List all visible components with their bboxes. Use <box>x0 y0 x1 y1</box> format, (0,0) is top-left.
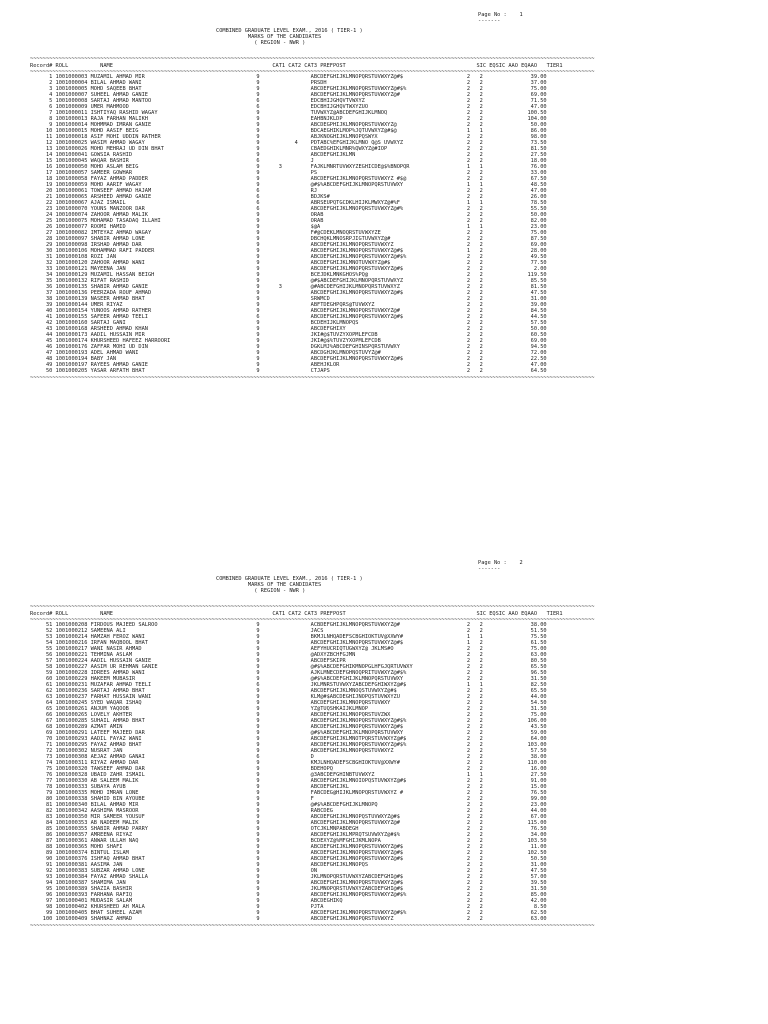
page-number-underline: ------- <box>478 18 501 24</box>
report-title: COMBINED GRADUATE LEVEL EXAM., 2016 ( TIER-1 ) MARKS OF THE CANDIDATES ( REGION - NWR ) <box>216 28 363 46</box>
header-rule: ~~~~~~~~~~~~~~~~~~~~~~~~~~~~~~~~~~~~~~~~~~~~~~~~~~~~~~~~~~~~~~~~~~~~~~~~~~~~~~~~~~~~~~~~~~~~~~~~~~~~~~~~~~~~~~~~~~~~~~~~~~~~~~~~~~~~~~~~~~~~~~~~~~~~~~~~~~~~~~~~~~~~~~~~~~~~~~~~~ <box>30 69 595 75</box>
report-title: COMBINED GRADUATE LEVEL EXAM., 2016 ( TIER-1 ) MARKS OF THE CANDIDATES ( REGION - NWR ) <box>216 576 363 594</box>
top-rule: ~~~~~~~~~~~~~~~~~~~~~~~~~~~~~~~~~~~~~~~~~~~~~~~~~~~~~~~~~~~~~~~~~~~~~~~~~~~~~~~~~~~~~~~~~~~~~~~~~~~~~~~~~~~~~~~~~~~~~~~~~~~~~~~~~~~~~~~~~~~~~~~~~~~~~~~~~~~~~~~~~~~~~~~~~~~~~~~~~ <box>30 56 595 62</box>
top-rule: ~~~~~~~~~~~~~~~~~~~~~~~~~~~~~~~~~~~~~~~~~~~~~~~~~~~~~~~~~~~~~~~~~~~~~~~~~~~~~~~~~~~~~~~~~~~~~~~~~~~~~~~~~~~~~~~~~~~~~~~~~~~~~~~~~~~~~~~~~~~~~~~~~~~~~~~~~~~~~~~~~~~~~~~~~~~~~~~~~ <box>30 604 595 610</box>
table-rows: 1 1001000003 MUZAMIL AHMAD MIR 9 ABCDEFGHIJKLMNOPQRSTUVWXYZ@#$ 2 2 39.00 2 1001000004 BILAL AHMAD WANI 9 PRSDH 2 2 37.00 3 1001000005 MOHD SAQEEB BHAT 9 ABCDEFGHIJKLMNOPQRSTUVWXYZ@#$% 2 2 75.00 4 1001000007 SUHEEL AHMAD GANIE 9 ABCDEFGHIJKLMNOPQRSTUVWXYZ@# 2 2 69.00 5 1001000008 SARTAJ AHMAD MANTOO 6 EDCBHIJGHQVTVWXYZ 2 2 71.50 6 1001000009 UMER MAHMOOD 6 EDCBHIJGHQVTWXYZUO 2 2 47.00 7 1001000011 ISHTIYAQ RASHID WAGAY 9 TUVWXYZ@ABCDEFGHIJKLMNOQ 2 2 100.50 8 1001000013 RAJA FARHAN MALIKH 9 EAHBNJKLDP 2 2 104.00 9 1001000014 MOHMMAD IMRAN GANIE 9 ABCDEGPHIJKLMNOPQRSTUVWXYZ@ 2 2 50.00 10 1001000015 MOHD AASIF BEIG 9 BDCAEGHIKLMOP%JQTUVWXYZ@#$@ 1 1 86.00 11 1001000018 ASIF MOHI UDDIN RATHER 9 ABJKNOGHIJKLMNOPQSWYX 2 2 98.00 12 1001000025 WASIM AHMAD WAGAY 9 4 PDTABC%EFGHIJKLMNO Q@S UVWXYZ 2 2 73.50 13 1001000026 MOHD MEHRAJ UD DIN BHAT 9 CBAEDGHIKLMNR%QWXYZ@#IOP 2 2 81.50 14 1001000041 GOWSIA RASHID 9 ABCDEFGHIJKLMN 2 2 27.50 15 1001000045 WAQAR BASHIR 6 J 2 2 18.00 16 1001000050 MOHD ASLAM BEIG 9 3 FAJKLMNRTUVWXYZEGHICDE@$%BNOPQR 1 1 76.00 17 1001000057 SAMEER GOWHAR 9 PS 2 2 33.00 18 1001000058 FAYAZ AHMAD PADDER 9 ABCDEFGHIJKLMNOPQRSTUVWXYZ #$@ 2 2 67.50 19 1001000059 MOHD AARIF WAGAY 9 @#$%ABCDEFGHIJKLMNOPQRSTUVWXY 1 1 48.50 20 1001000061 TOWSEEF AHMAD HAJAM 6 RJ 2 2 47.00 21 1001000065 ARSHEED AHMAD GANIE 6 BDJKS# 2 2 26.00 22 1001000067 AJAZ ISMAIL 6 ABRSEUPQTGCDKLHIJKLMWXYZ@#%F 1 1 78.50 23 1001000070 YOUNS MANZOOR DAR 6 ABCDEFGHIJKLMNOPQRSTUVWXYZ@#% 2 2 55.50 24 1001000074 ZAHOOR AHMAD MALIK 9 ORAB 2 2 50.00 25 1001000075 MOHAMAD TASADAQ ILLAHI 9 ORAB 2 2 82.00 26 1001000077 ROOMI HAMID 9 $@A 1 1 23.00 27 1001000082 IMTEYAZ AHMAD WAGAY 9 F#@CDEKLMNOQRSTUVWXYZE 2 2 75.00 28 1001000097 SHABIR AHMAD LONE 9 DBCHQKLMNOSRPJIGTUVWXYZ@# 2 2 87.50 29 1001000098 IRSHAD AHMAD DAR 9 ABCDEFGHIJKLMNOPQRSTUVWXYZ 2 2 69.00 30 1001000106 MOHAMMAD RAFI PADDER 9 ABCDEFGHIJKLMNOPQRSTUVWXYZ@#$ 1 2 28.00 31 1001000108 ROZI JAN 9 ABCDEFGHIJKLMNOPQRSTUVWXYZ@#$% 2 2 49.50 32 1001000120 ZAHOOR AHMAD WANI 9 ABCDEFGHIJKLMNOTUVWXYZ@#$ 2 2 77.50 33 1001000121 MAYEENA JAN 9 ABCDEFGHIJKLMNOPQRSTUVWXYZ@#$ 2 2 2.00 34 1001000129 MUZAMIL HASSAN BEIGH 9 BCEJDKLMNKGHOS%PQ@ 2 2 119.50 35 1001000132 RIFAT RASHID 9 @#$ABCDEFGHIJKLMNOPQRSTUVWXYZ 2 2 85.50 36 1001000135 SHABIR AHMAD GANIE 9 3 @#ABCDEFGHIJKLMNOPQRSTUVWXYZ 2 2 81.50 37 1001000136 PEERZADA ROUF AHMAD 9 ABCDEFGHIJKLMNOPQRSTUVWXYZ@#$ 2 2 47.50 38 1001000139 NASEER AHMAD BHAT 9 SRWMCD 2 2 31.00 39 1001000144 UMER RIYAZ 9 ABFTDEGHPQRS@TUVWXYZ 2 2 39.00 40 1001000154 YUNOOS AHMAD RATHER 9 ABCDEFGHIJKLMNOPQRSTUVWXYZ@# 2 2 84.50 41 1001000155 SAFEER AHMAD TEELI 6 ABCDEFGHIJKLMNOPQRSTUVWXYZ@#$ 2 2 44.50 42 1001000160 SARTAJ GANI 9 BCDEHIJKLMNOPQS 2 2 57.50 43 1001000168 ARSHEED AHMAD KHAN 9 ABCDEFGHIXY 2 2 50.00 44 1001000173 AADIL HUSSAIN MIR 9 JKI#@$TUVZYXOPMLEFCDB 2 2 60.50 45 1001000174 KHURSHEED HAFEEZ HARROORI 9 JKI#@$%TUVZYXOPMLEFCDB 2 2 69.00 46 1001000176 ZAFFAR MOHI UD DIN 9 DGKLMJ%ABCDEFGHINSPQRSTUVWXY 2 2 94.50 47 1001000193 ADEL AHMAD WANI 9 ABCDGHJKLMNOPQSTUVYZ@# 2 2 72.00 48 1001000194 BABY JAN 9 ABCDEFGHIJKLMNOPQRSTUVWXYZ@#$ 2 2 22.50 49 1001000197 RAYEES AHMAD GANIE 9 ABEHJKLOR 2 2 47.00 50 1001000205 YASAR ARFATH BHAT 9 CTJAPS 2 2 64.50 <box>45 74 547 374</box>
table-header: Record# ROLL NAME CAT1 CAT2 CAT3 PREFPOST SIC EQSIC AAO EQAAO TIER1 <box>30 63 563 69</box>
page-number: Page No : 1 <box>478 12 523 18</box>
bottom-rule: ~~~~~~~~~~~~~~~~~~~~~~~~~~~~~~~~~~~~~~~~~~~~~~~~~~~~~~~~~~~~~~~~~~~~~~~~~~~~~~~~~~~~~~~~~~~~~~~~~~~~~~~~~~~~~~~~~~~~~~~~~~~~~~~~~~~~~~~~~~~~~~~~~~~~~~~~~~~~~~~~~~~~~~~~~~~~~~~~~ <box>30 923 595 929</box>
page-number-underline: ------- <box>478 566 501 572</box>
table-rows: 51 1001000208 FIRDOUS MAJEED SALROO 9 ACBDEFGHIJKLMNOPQRSTUVWXYZ@# 2 2 38.00 52 1001000212 SAMEENA ALI 9 JACS 2 2 51.50 53 1001000214 HAMZAH FEROZ WANI 9 BKMJLNHQADEFSCBGHIOKTUV@XXWY# 1 1 75.50 54 1001000216 IRFAN MAQBOOL BHAT 9 ABCDEFGHIJKLMNOPQRSTUVWXYZ@#$ 1 2 61.50 55 1001000217 WANI NASIR AHMAD 9 AEFYHUCRIQTUGWXYZ@ JKLMS#O 2 2 75.00 56 1001000221 TEHMINA ASLAM 9 @ADXYZBCHFGJMN 2 2 63.00 57 1001000224 AADIL HUSSAIN GANIE 9 ABCDEFSKIPR 2 2 80.50 58 1001000227 AASIM UR REHMAN GANIE 9 @#$%ABCDEFGHIKMNOPGLHFGJQRTUVWXY 2 2 65.50 59 1001000228 IDREES AHMAD WANI 9 AJKLMNECDEFGHNOQPRITUVWXYZ@#$% 2 2 96.50 60 1001000229 HAKEEM MUBASIR 9 @#$%ABCDEFGHIJKLMNOPQRSTUVWXY 2 2 31.50 61 1001000231 MUZAFAR AHMAD TEELI 6 JKLMNRSTUVWXYZABCDEFGHIWXYZ@#$ 1 1 82.50 62 1001000236 SARTAJ AHMAD BHAT 9 ABCDEFGHIJKLMNOQSTUVWXYZ@#$ 2 2 65.50 63 1001000237 FARHAT HUSSAIN WANI 9 KLM@#$ABCDEGHIJNOPQSTUVWXYZU 2 2 44.00 64 1001000245 SYED WAQAR ISHAQ 9 ABCDEFGHIJKLMNOPQRSTUVWXY 2 2 54.50 65 1001000261 ANJUM YAQOOB 9 YZ@TUQSHKAIJKLMNOP 2 2 31.50 66 1001000265 LOVELY AKHTER 9 ABCDEFGHIJKLMNOPQRSTUVZWX 2 2 75.00 67 1001000285 SUHAIL AHMAD BHAT 9 ABCDEFGHIJKLMNOPQRSTUVWXYZ@#$% 2 2 106.00 68 1001000289 AZMAT AMIN 9 ABCDEFGHIJKLMNOPQRSTUVWXYZ@#$ 2 2 43.50 69 1001000291 LATEEF MAJEED DAR 9 @#$%ABCDEFGHIJKLMNOPQRSTUVWXY 2 2 59.00 70 1001000293 AADIL FAYAZ WANI 9 ABCDEFGHIJKLMNOTPQRSTUVWXYZ@#$ 2 2 64.00 71 1001000295 FAYAZ AHMAD BHAT 9 ABCDEFGHIJKLMNOPQRSTUVWXYZ@#$% 2 2 103.00 72 1001000302 NUSRAT JAN 9 ABCDEFGHIJKLMNOPQRSTUVWXYZ 2 2 57.50 73 1001000308 AEJAZ AHMAD GANAI 6 D 2 2 38.00 74 1001000311 RIYAZ AHMAD DAR 9 KMJLNHQADEFSCBGHIOKTUV@XXWY# 2 2 110.00 75 1001000320 TAWSEEF AHMAD DAR 9 BDEHOPQ 2 2 16.00 76 1001000328 UBAID ZAHR ISMAIL 9 @3ABCDEFGHINBTUVWXYZ 1 1 27.50 77 1001000330 AB SALEEM MALIK 9 ABCDEFGHIJKLMNOIOPQSTUVWXYZ@#$ 2 2 91.00 78 1001000333 SUBAYA AYUB 9 ABCDEFGHIJKL 2 2 15.00 79 1001000335 MOHD IMRAN LONE 9 FABCDEG@HIJKLMNOPQRSTUVWXYZ # 2 2 76.50 80 1001000338 SHAHID BIN AYOUBE 9 F 2 2 99.00 81 1001000340 BILAL AHMAD MIR 9 @#$%ABCDEFGHIJKLMNOPQ 2 2 23.00 82 1001000342 AASHIMA MASROOR 9 RABCDEG 2 2 44.00 83 1001000350 MIR SAMEER YOUSUF 9 ABCDEFGHIJKLMNOPQSTUVWXYZ@#$ 2 2 67.00 84 1001000353 AB NADEEM MALIK 9 ABCDEFGHIJKLMNOPQRSTUVWXYZ@# 2 2 115.00 85 1001000355 SHABIR AHMAD PARRY 9 OTCJKLMNPABDEGH 2 2 76.50 86 1001000357 AMREENA RIYAZ 9 ABCDEFGHIJKLMPRQTSUVWXYZ@#$% 2 2 34.00 87 1001000361 ANWAR ULLAH NAQ 9 BCDEXYZ@%MFGHIJKMLNOPA 2 2 103.50 88 1001000365 MOHD SHAFI 9 ABCDEFGHIJKLMNOPQRSTUVWXYZ@#$ 2 2 11.00 89 1001000374 BINTUL ISLAM 9 ABCDEFGHIJKLMNOPQRSTUVWXYZ@#$ 2 2 102.50 90 1001000376 ISHFAQ AHMAD BHAT 9 ABCDEFGHIJKLMNOPQRSTUVWXYZ@#$ 2 2 50.50 91 1001000381 AASIMA JAN 9 ABCDEFGHIJKLMNOPQS 2 2 31.00 92 1001000383 SUBZAR AHMAD LONE 9 ON 2 2 47.50 93 1001000384 FAYAZ AHMAD SHALLA 9 JKLMNOPQRSTUVWXYZABCDEFGHI@#$ 2 2 57.00 94 1001000387 SHAMIMA JAN 9 ABCDEFGHIJKLMNOPQRSTUVWXYZ@#$ 2 2 39.50 95 1001000389 SHAZIA BASHIR 9 JKLMNOPQRSTUVWXYZABCDEFGHI@#$ 2 2 31.50 96 1001000393 FARHANA RAFIQ 9 ABCDEFGHIJKLMNOPQRSTUVWXYZ@#$% 2 2 85.00 97 1001000401 MUDASIR SALAM 9 ABCDEGHIKQ 2 2 42.00 98 1001000402 KHURSHEED AH MALA 9 PJTA 2 2 8.50 99 1001000405 BHAT SUHEEL AZAM 9 ABCDEFGHIJKLMNOPQRSTUVWXYZ@#$% 2 2 62.50 100 1001000409 SHAHNAZ AHMAD 9 ABCDEFGHIJKLMNOPQRSTUVWXYZ 2 2 63.00 <box>42 622 547 922</box>
bottom-rule: ~~~~~~~~~~~~~~~~~~~~~~~~~~~~~~~~~~~~~~~~~~~~~~~~~~~~~~~~~~~~~~~~~~~~~~~~~~~~~~~~~~~~~~~~~~~~~~~~~~~~~~~~~~~~~~~~~~~~~~~~~~~~~~~~~~~~~~~~~~~~~~~~~~~~~~~~~~~~~~~~~~~~~~~~~~~~~~~~~ <box>30 375 595 381</box>
page-number: Page No : 2 <box>478 560 523 566</box>
table-header: Record# ROLL NAME CAT1 CAT2 CAT3 PREFPOST SIC EQSIC AAO EQAAO TIER1 <box>30 611 563 617</box>
header-rule: ~~~~~~~~~~~~~~~~~~~~~~~~~~~~~~~~~~~~~~~~~~~~~~~~~~~~~~~~~~~~~~~~~~~~~~~~~~~~~~~~~~~~~~~~~~~~~~~~~~~~~~~~~~~~~~~~~~~~~~~~~~~~~~~~~~~~~~~~~~~~~~~~~~~~~~~~~~~~~~~~~~~~~~~~~~~~~~~~~ <box>30 617 595 623</box>
